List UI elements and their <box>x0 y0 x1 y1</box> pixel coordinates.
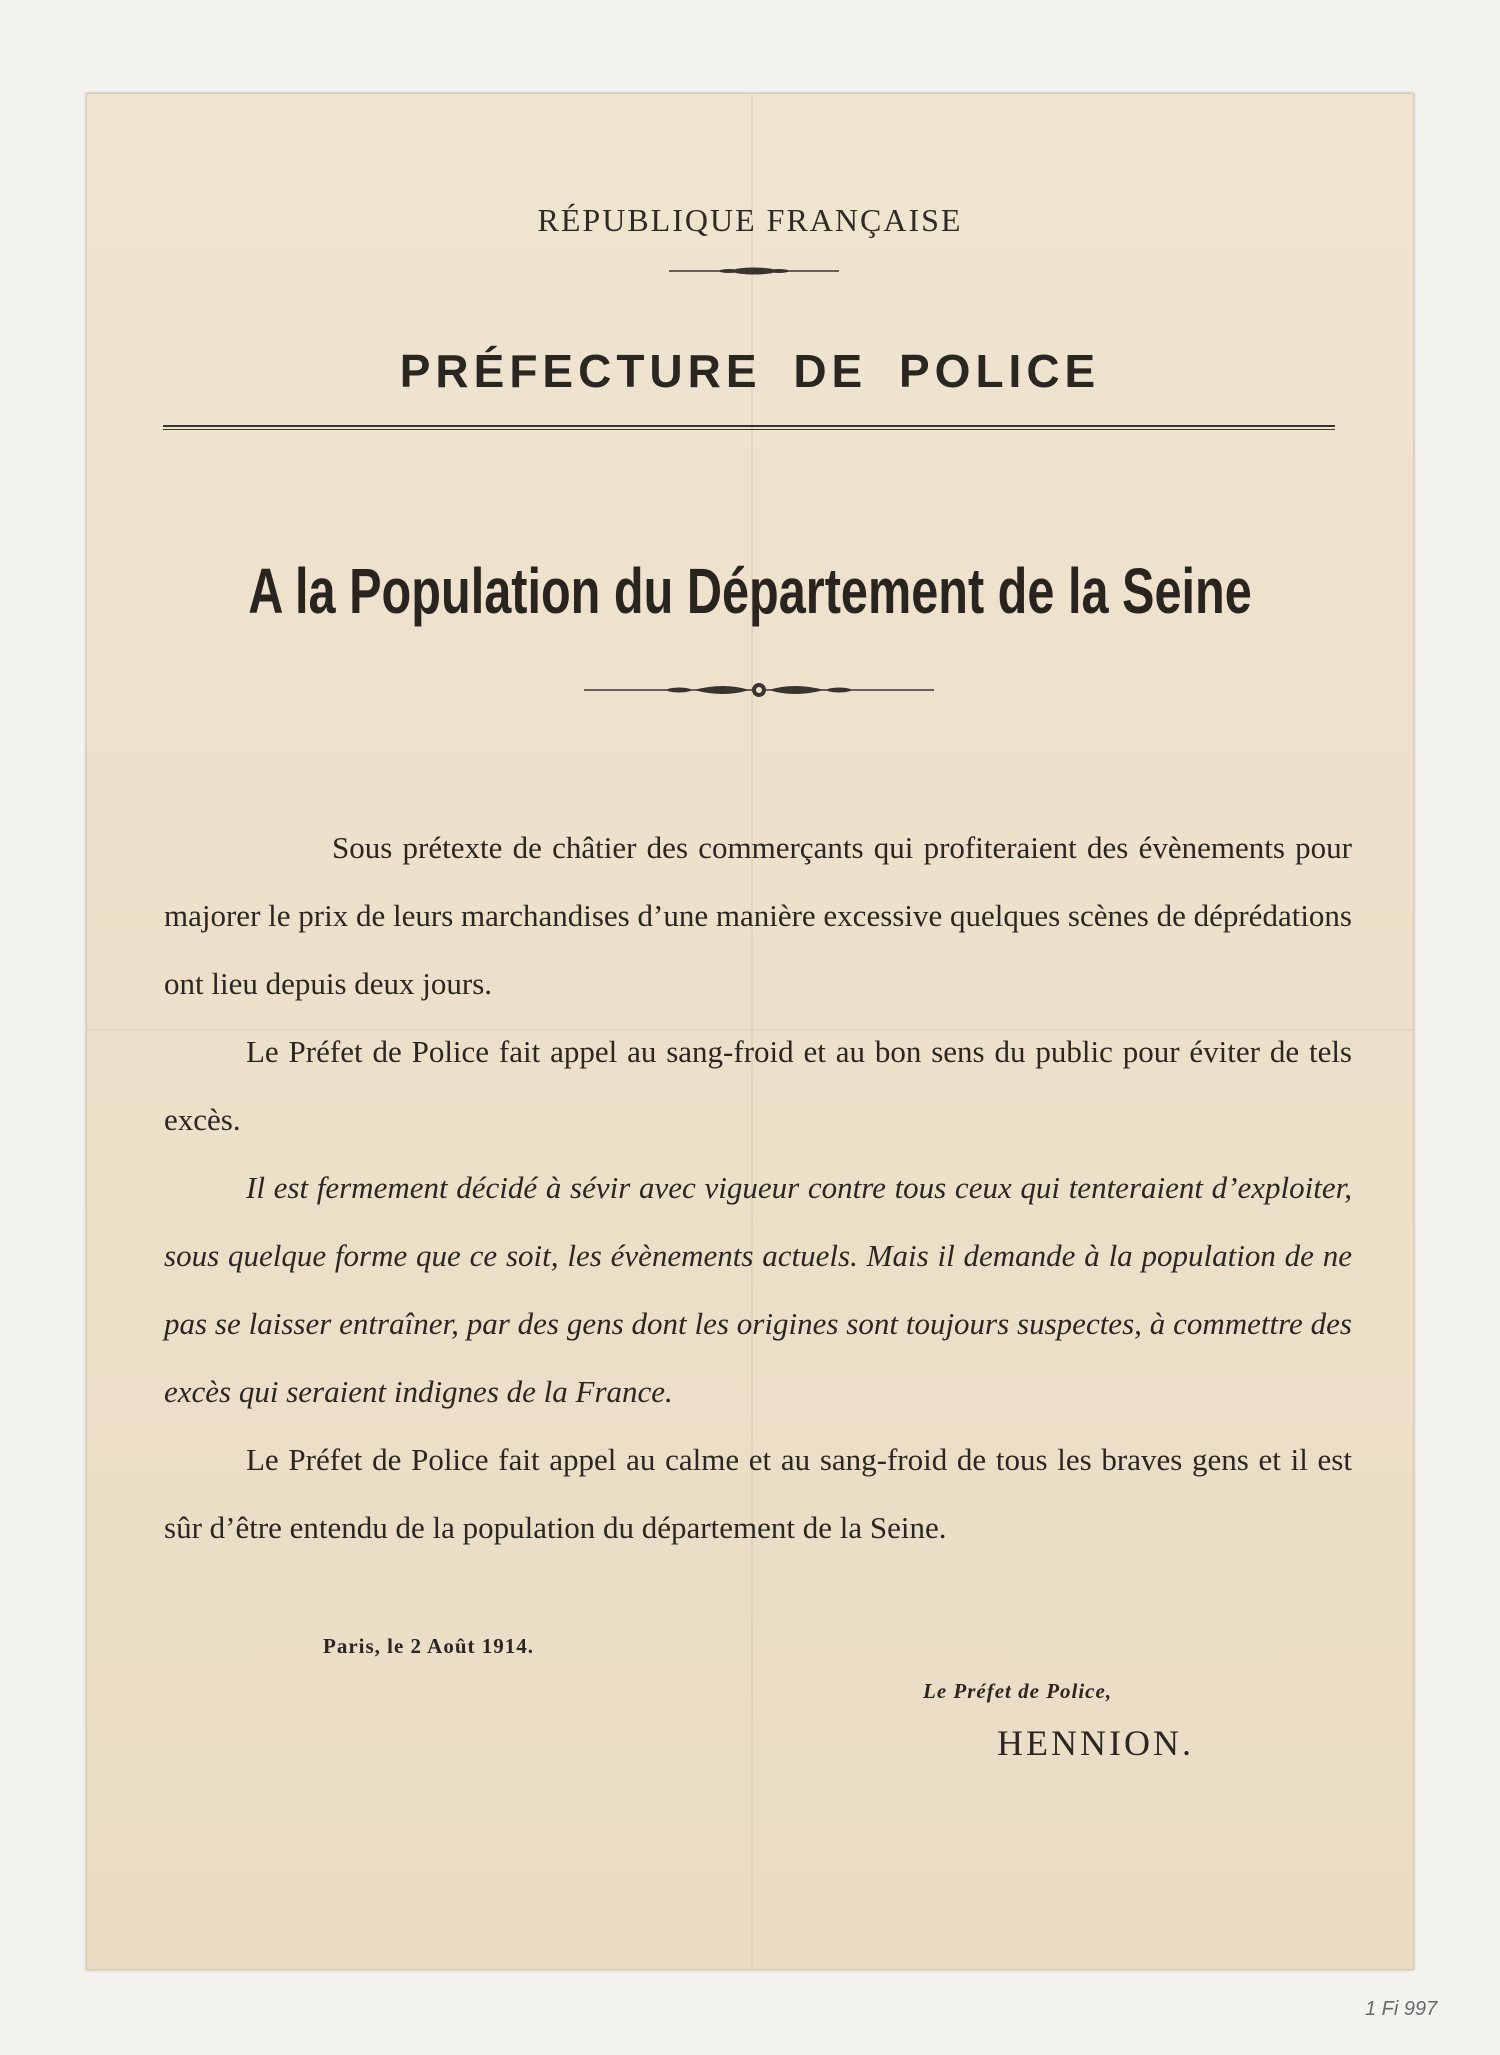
republic-heading: RÉPUBLIQUE FRANÇAISE <box>537 202 963 238</box>
signatory-title: Le Préfet de Police, <box>923 1679 1113 1703</box>
proclamation-body <box>164 814 1352 1562</box>
paragraph-1: Sous prétexte de châtier des commerçants qui profiteraient des évènements pour majorer le prix de leurs marchandises d’une manière excessive quelques scènes de déprédations ont lieu depuis deux jours. <box>164 830 1352 1001</box>
paragraph-2: Le Préfet de Police fait appel au sang-froid et au bon sens du public pour éviter de tels excès. <box>164 1034 1352 1137</box>
signatory-name: HENNION. <box>997 1723 1194 1763</box>
double-rule-divider <box>163 425 1335 430</box>
paragraph-3: Il est fermement décidé à sévir avec vigueur contre tous ceux qui tenteraient d’exploiter, sous quelque forme que ce soit, les évènements actuels. Mais il demande à la population de ne pas se laisser entraîner, par des gens dont les origines sont toujours suspectes, à commettre des excès qui seraient indignes de la France. <box>164 1170 1352 1409</box>
poster-title: A la Population du Département de la Seine <box>248 555 1252 627</box>
small-ornament-icon <box>669 264 839 278</box>
poster-sheet <box>86 93 1414 1970</box>
archive-reference: 1 Fi 997 <box>1365 1998 1438 2020</box>
paragraph-4: Le Préfet de Police fait appel au calme et au sang-froid de tous les braves gens et il est sûr d’être entendu de la population du département de la Seine. <box>164 1442 1352 1545</box>
prefecture-heading: PRÉFECTURE DE POLICE <box>399 345 1101 397</box>
large-ornament-icon <box>584 680 934 700</box>
date-line: Paris, le 2 Août 1914. <box>323 1634 534 1658</box>
